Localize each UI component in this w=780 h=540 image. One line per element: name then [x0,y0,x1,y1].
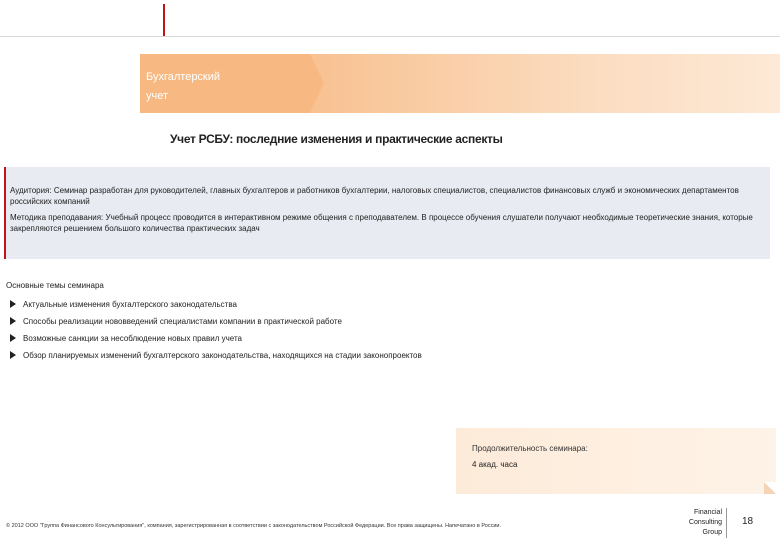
method-label: Методика преподавания: [10,213,104,222]
copyright-notice: © 2012 ООО "Группа Финансового Консультирования", компания, зарегистрированная в соответствии с законодательством Российской Федерации. Все права защищены. Напечатано в России. [6,523,502,529]
audience-paragraph [10,185,762,207]
duration-box [456,428,776,494]
top-divider [0,36,780,37]
topic-text: Обзор планируемых изменений бухгалтерского законодательства, находящихся на стадии законопроектов [23,351,422,360]
list-item [6,299,446,310]
banner-line-2: учет [146,90,169,102]
topic-text: Актуальные изменения бухгалтерского законодательства [23,300,237,309]
section-banner [140,54,780,113]
info-content [10,185,762,239]
topic-text: Способы реализации нововведений специалистами компании в практической работе [23,317,342,326]
audience-text: Семинар разработан для руководителей, главных бухгалтеров и работников бухгалтерии, налоговых специалистов, специалистов финансовых служб и экономических департаментов российских компаний [10,186,739,206]
logo-line-3: Group [702,529,722,536]
logo-divider [726,508,727,538]
list-item [6,333,446,344]
page-fold-corner [764,482,776,494]
triangle-bullet-icon [10,300,16,308]
topics-heading: Основные темы семинара [6,281,104,290]
banner-line-1: Бухгалтерский [146,71,221,83]
banner-arrow [310,54,324,112]
duration-label: Продолжительность семинара: [472,444,588,453]
banner-gradient [297,54,780,113]
page-number: 18 [742,516,754,527]
logo-line-2: Consulting [688,519,722,526]
company-logo [670,508,722,538]
page-title: Учет РСБУ: последние изменения и практические аспекты [170,132,503,146]
topics-section [6,280,446,367]
banner-label [146,68,296,106]
info-box-accent [4,167,6,259]
list-item [6,316,446,327]
logo-line-1: Financial [693,509,722,516]
method-paragraph [10,212,762,234]
list-item [6,350,433,361]
audience-label: Аудитория: [10,186,52,195]
triangle-bullet-icon [10,317,16,325]
duration-value: 4 акад. часа [472,460,518,469]
topic-text: Возможные санкции за несоблюдение новых правил учета [23,334,242,343]
top-red-accent [163,4,165,36]
triangle-bullet-icon [10,351,16,359]
triangle-bullet-icon [10,334,16,342]
method-text: Учебный процесс проводится в интерактивном режиме общения с преподавателем. В процессе обучения слушатели получают необходимые теоретические знания, которые закрепляются решением большого количества практических задач [10,213,753,233]
